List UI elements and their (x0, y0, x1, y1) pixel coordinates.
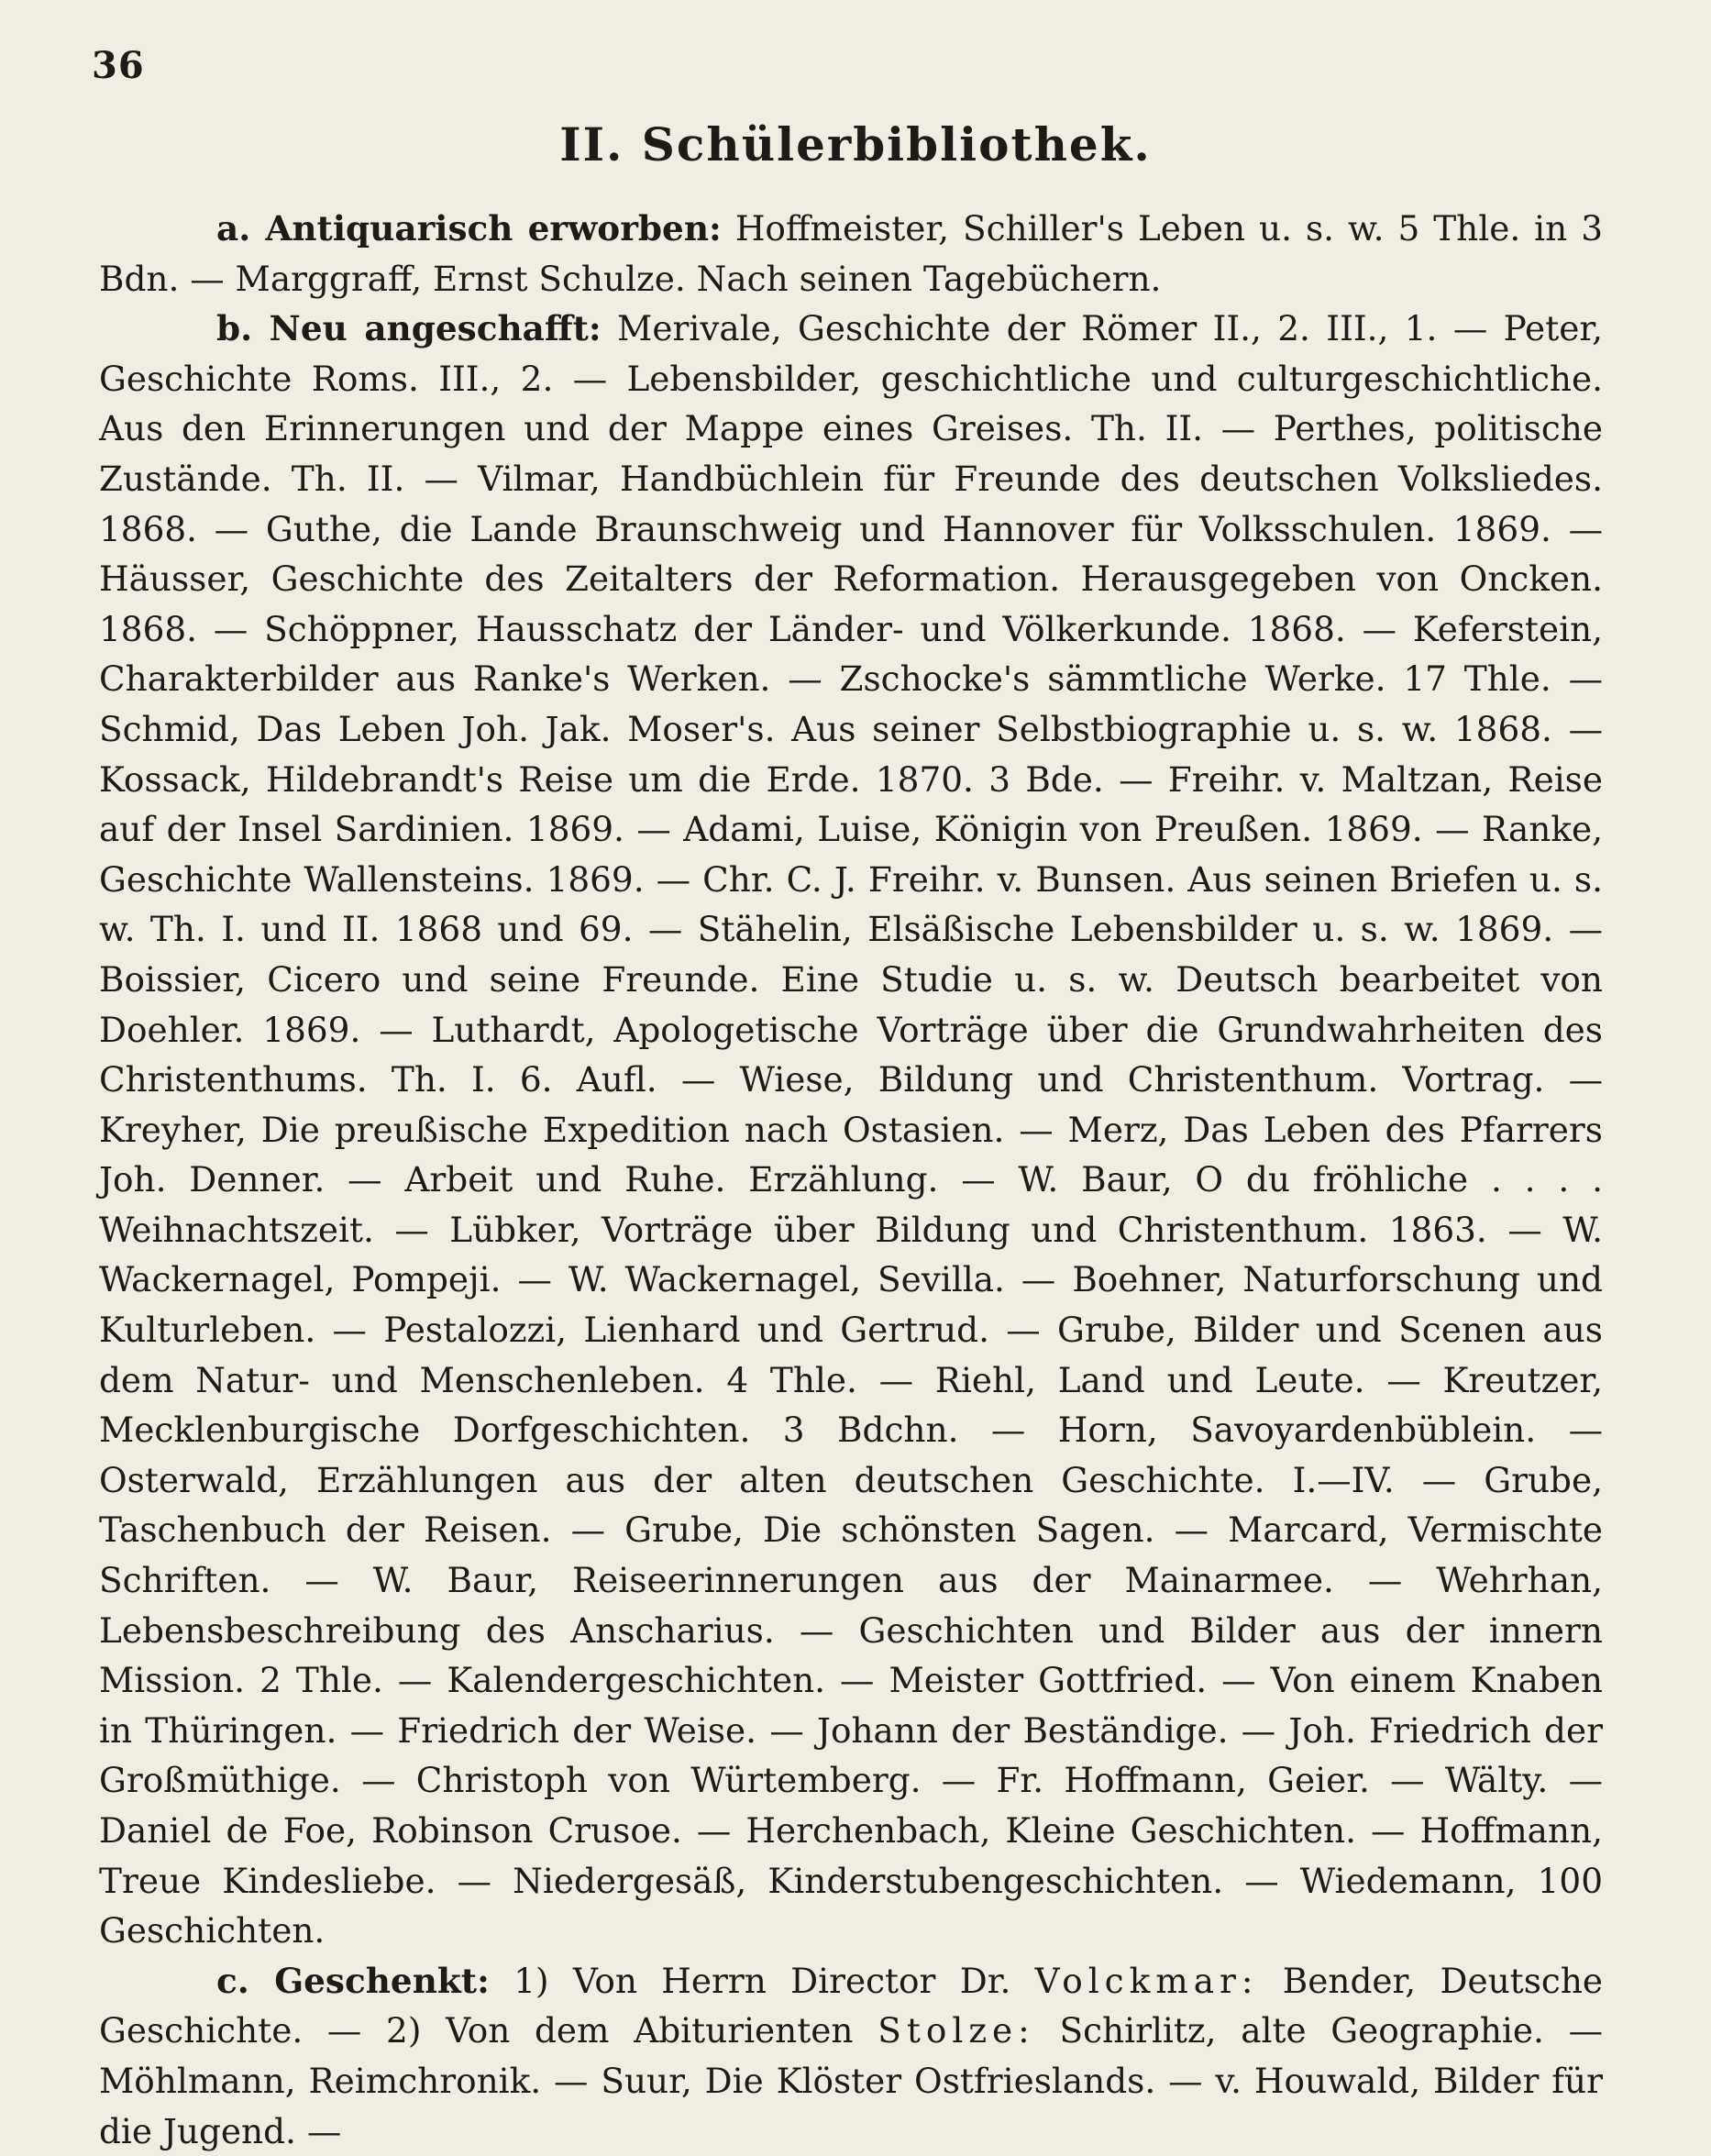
entry-text: Bender, Deutsche Geschichte. — 2) Von dem Abiturienten (99, 1960, 1604, 2051)
entry-antiquarian (99, 204, 1603, 304)
entry-text: Hoffmeister, Schiller's Leben u. s. w. 5 Thle. in 3 Bdn. — Marggraff, Ernst Schulze. Nach seinen Tagebüchern. (99, 208, 1603, 299)
page-body (99, 204, 1603, 2156)
donor-name: Stolze: (878, 2010, 1035, 2051)
entry-donated (99, 1956, 1603, 2156)
donor-name: Volckmar: (1034, 1960, 1259, 2001)
entry-label: a. Antiquarisch erworben: (216, 208, 722, 249)
page-number: 36 (92, 44, 145, 87)
entry-label: c. Geschenkt: (216, 1960, 490, 2001)
entry-text: Merivale, Geschichte der Römer II., 2. III., 1. — Peter, Geschichte Roms. III., 2. — Lebensbilder, geschichtliche und culturgeschichtliche. Aus den Erinnerungen und der Mappe eines Greises. Th. II. — Perthes, politische Zustände. Th. II. — Vilmar, Handbüchlein für Freunde des deutschen Volksliedes. 1868. — Guthe, die Lande Braunschweig und Hannover für Volksschulen. 1869. — Häusser, Geschichte des Zeitalters der Reformation. Herausgegeben von Oncken. 1868. — Schöppner, Hausschatz der Länder- und Völkerkunde. 1868. — Keferstein, Charakterbilder aus Ranke's Werken. — Zschocke's sämmtliche Werke. 17 Thle. — Schmid, Das Leben Joh. Jak. Moser's. Aus seiner Selbstbiographie u. s. w. 1868. — Kossack, Hildebrandt's Reise um die Erde. 1870. 3 Bde. — Freihr. v. Maltzan, Reise auf der Insel Sardinien. 1869. — Adami, Luise, Königin von Preußen. 1869. — Ranke, Geschichte Wallensteins. 1869. — Chr. C. J. Freihr. v. Bunsen. Aus seinen Briefen u. s. w. Th. I. und II. 1868 und 69. — Stähelin, Elsäßische Lebensbilder u. s. w. 1869. — Boissier, Cicero und seine Freunde. Eine Studie u. s. w. Deutsch bearbeitet von Doehler. 1869. — Luthardt, Apologetische Vorträge über die Grundwahrheiten des Christenthums. Th. I. 6. Aufl. — Wiese, Bildung und Christenthum. Vortrag. — Kreyher, Die preußische Expedition nach Ostasien. — Merz, Das Leben des Pfarrers Joh. Denner. — Arbeit und Ruhe. Erzählung. — W. Baur, O du fröhliche . . . . Weihnachtszeit. — Lübker, Vorträge über Bildung und Christenthum. 1863. — W. Wackernagel, Pompeji. — W. Wackernagel, Sevilla. — Boehner, Naturforschung und Kulturleben. — Pestalozzi, Lienhard und Gertrud. — Grube, Bilder und Scenen aus dem Natur- und Menschenleben. 4 Thle. — Riehl, Land und Leute. — Kreutzer, Mecklenburgische Dorfgeschichten. 3 Bdchn. — Horn, Savoyardenbüblein. — Osterwald, Erzählungen aus der alten deutschen Geschichte. I.—IV. — Grube, Taschenbuch der Reisen. — Grube, Die schönsten Sagen. — Marcard, Vermischte Schriften. — W. Baur, Reiseerinnerungen aus der Mainarmee. — Wehrhan, Lebensbeschreibung des Anscharius. — Geschichten und Bilder aus der innern Mission. 2 Thle. — Kalendergeschichten. — Meister Gottfried. — Von einem Knaben in Thüringen. — Friedrich der Weise. — Johann der Beständige. — Joh. Friedrich der Großmüthige. — Christoph von Würtemberg. — Fr. Hoffmann, Geier. — Wälty. — Daniel de Foe, Robinson Crusoe. — Herchenbach, Kleine Geschichten. — Hoffmann, Treue Kindesliebe. — Niedergesäß, Kinderstubengeschichten. — Wiedemann, 100 Geschichten. (99, 308, 1603, 1951)
entry-newly-acquired (99, 304, 1603, 1956)
entry-label: b. Neu angeschafft: (216, 308, 602, 349)
section-title: II. Schülerbibliothek. (559, 117, 1152, 171)
entry-text: Schirlitz, alte Geographie. — Möhlmann, Reimchronik. — Suur, Die Klöster Ostfrieslands. — v. Houwald, Bilder für die Jugend. — (99, 2010, 1603, 2151)
entry-text: 1) Von Herrn Director Dr. (513, 1960, 1011, 2001)
